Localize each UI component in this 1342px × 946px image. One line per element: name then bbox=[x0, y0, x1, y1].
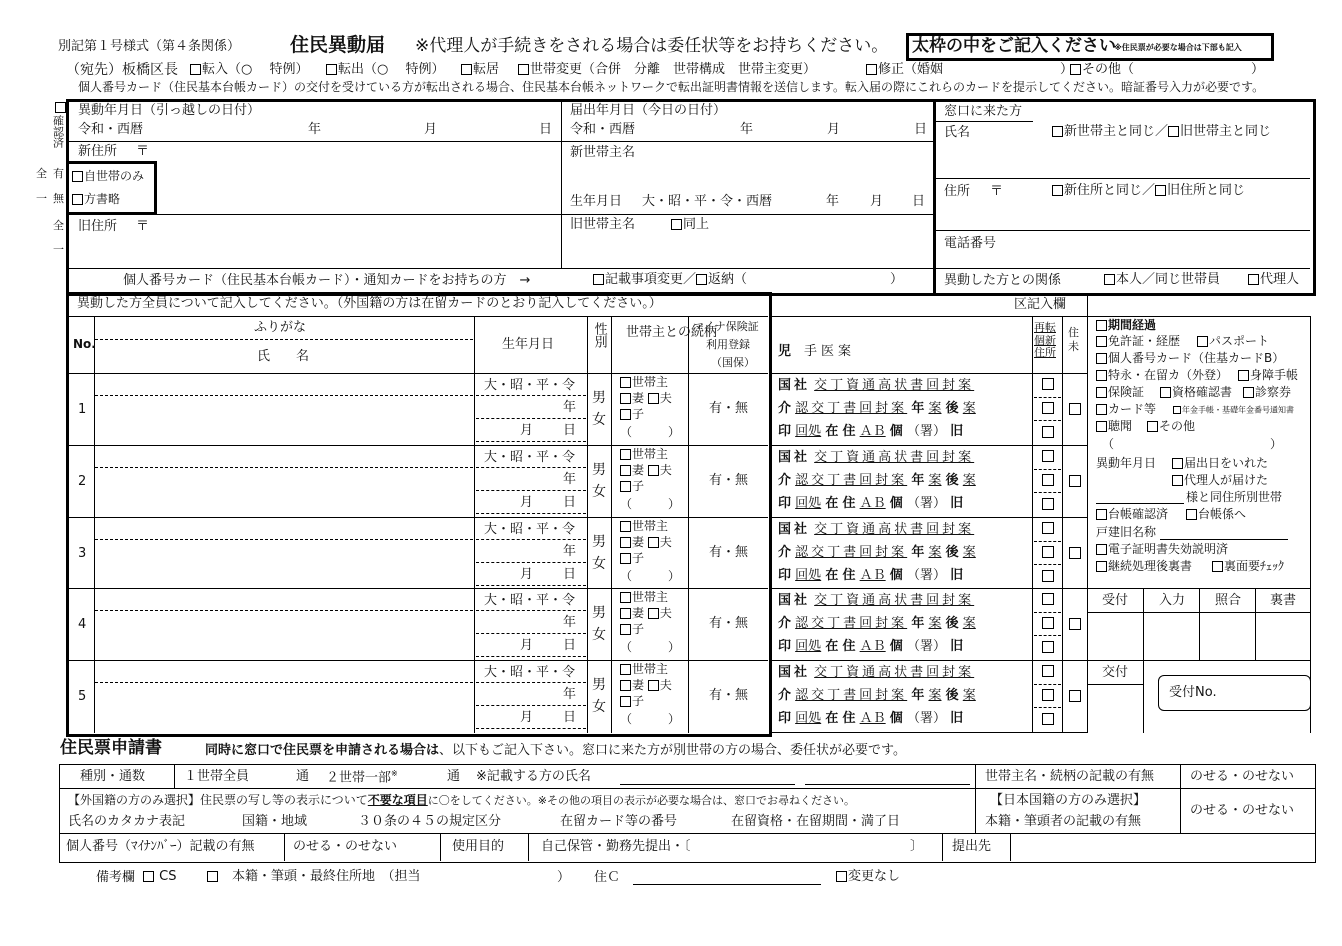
rel-spouse-check[interactable]: 妻 夫 bbox=[620, 392, 672, 404]
head-birth-month: 月 bbox=[870, 194, 884, 209]
visitor-addr-label: 住所 bbox=[944, 184, 971, 199]
birth-month[interactable]: 月 bbox=[520, 495, 534, 510]
filing-month: 月 bbox=[827, 122, 841, 137]
margin-none: 無 bbox=[53, 192, 64, 205]
col-birth: 生年月日 bbox=[502, 337, 555, 352]
birth-year[interactable]: 年 bbox=[563, 687, 577, 702]
form-title: 住民異動届 bbox=[290, 34, 386, 56]
sex-male[interactable]: 男 bbox=[592, 390, 606, 406]
move-day: 日 bbox=[539, 122, 553, 137]
rel-child-check[interactable]: 子 bbox=[620, 623, 644, 635]
col-furigana: ふりがな bbox=[254, 320, 307, 335]
mynumber-opts[interactable]: 記載事項変更／ 返納（ ） bbox=[593, 273, 903, 286]
reissue-check-3[interactable] bbox=[1042, 498, 1054, 510]
birth-day[interactable]: 日 bbox=[563, 495, 577, 510]
rel-other[interactable]: （ ） bbox=[620, 425, 681, 439]
birth-era[interactable]: 大・昭・平・令 bbox=[484, 665, 576, 680]
opt-art30[interactable]: ３０条の４５の規定区分 bbox=[358, 814, 502, 829]
row-number: 4 bbox=[78, 617, 87, 632]
margin-all-1: 全 bbox=[36, 167, 47, 180]
rel-child-check[interactable]: 子 bbox=[620, 552, 644, 564]
old-address-postal: 〒 bbox=[136, 219, 150, 234]
purpose-label: 使用目的 bbox=[452, 839, 505, 854]
col-myna2: 利用登録 bbox=[706, 338, 750, 351]
opt-tennyu[interactable]: 転入（○ 特例） bbox=[190, 63, 308, 76]
birth-year[interactable]: 年 bbox=[563, 615, 577, 630]
remarks-honseki[interactable]: 本籍・筆頭・最終住所地 （担当 bbox=[207, 870, 421, 883]
omit-check[interactable]: 方書略 bbox=[72, 193, 120, 205]
side-paren: （ ） bbox=[1102, 437, 1283, 451]
birth-era[interactable]: 大・昭・平・令 bbox=[484, 522, 576, 537]
move-era: 令和・西暦 bbox=[78, 122, 144, 137]
side-residence-card[interactable]: 特永・在留カ（外登） bbox=[1096, 369, 1228, 381]
resident-title: 住民票申請書 bbox=[60, 738, 162, 758]
reissue-check-3[interactable] bbox=[1042, 713, 1054, 725]
kind-part-count[interactable]: 通 bbox=[447, 769, 461, 784]
head-rel-label: 世帯主名・続柄の記載の有無 bbox=[985, 769, 1155, 784]
birth-day[interactable]: 日 bbox=[563, 423, 577, 438]
visitor-title: 窓口に来た方 bbox=[944, 104, 1023, 119]
live-check[interactable] bbox=[1069, 547, 1081, 559]
addressee: （宛先）板橋区長 bbox=[66, 62, 178, 78]
opt-tenshutsu[interactable]: 転出（○ 特例） bbox=[326, 63, 444, 76]
mynumber-line: 個人番号カード（住民基本台帳カード）・通知カードをお持ちの方 → bbox=[123, 273, 531, 288]
rel-head-check[interactable]: 世帯主 bbox=[620, 520, 668, 532]
live-check[interactable] bbox=[1069, 618, 1081, 630]
side-qualification[interactable]: 資格確認書 bbox=[1160, 386, 1232, 398]
row-number: 5 bbox=[78, 689, 87, 704]
kind-part-note: ※記載する方の氏名 bbox=[476, 769, 591, 784]
reissue-check-2[interactable] bbox=[1042, 402, 1054, 414]
margin-all-2: 全 bbox=[53, 219, 64, 232]
honseki-choice[interactable]: のせる・のせない bbox=[1190, 803, 1295, 818]
office-row-1: 国社 交丁資通高状書回封案 bbox=[778, 665, 975, 680]
side-insurance[interactable]: 保険証 bbox=[1096, 386, 1144, 398]
myna-registration[interactable]: 有・無 bbox=[709, 473, 749, 488]
office-row-3: 印 回処 在 住 ＡＢ 個 （署） 旧 bbox=[778, 711, 964, 726]
visitor-relation-label: 異動した方との関係 bbox=[944, 273, 1062, 288]
birth-era[interactable]: 大・昭・平・令 bbox=[484, 450, 576, 465]
opt-sonota[interactable]: その他（ ） bbox=[1070, 63, 1264, 76]
side-hearing[interactable]: 聴聞 bbox=[1096, 420, 1132, 432]
same-above-check[interactable]: 同上 bbox=[671, 218, 709, 231]
receipt-col-input: 入力 bbox=[1159, 593, 1186, 608]
side-clinic-card[interactable]: 診察券 bbox=[1243, 386, 1291, 398]
rel-agent[interactable]: 代理人 bbox=[1248, 273, 1299, 286]
myna-registration[interactable]: 有・無 bbox=[709, 401, 749, 416]
birth-year[interactable]: 年 bbox=[563, 400, 577, 415]
birth-month[interactable]: 月 bbox=[520, 638, 534, 653]
kind-part[interactable]: ２世帯一部※ bbox=[326, 769, 398, 786]
rel-other[interactable]: （ ） bbox=[620, 497, 681, 511]
birth-month[interactable]: 月 bbox=[520, 423, 534, 438]
birth-year[interactable]: 年 bbox=[563, 544, 577, 559]
filing-era: 令和・西暦 bbox=[570, 122, 636, 137]
side-continue[interactable]: 継続処理後裏書 bbox=[1096, 560, 1192, 572]
reissue-check-2[interactable] bbox=[1042, 546, 1054, 558]
myna-registration[interactable]: 有・無 bbox=[709, 688, 749, 703]
side-other[interactable]: その他 bbox=[1147, 420, 1195, 432]
birth-year[interactable]: 年 bbox=[563, 472, 577, 487]
side-filed-date[interactable]: 届出日をいれた bbox=[1172, 457, 1268, 469]
row-number: 2 bbox=[78, 474, 87, 489]
sex-male[interactable]: 男 bbox=[592, 534, 606, 550]
reissue-check-2[interactable] bbox=[1042, 689, 1054, 701]
move-date-label: 異動年月日（引っ越しの日付） bbox=[78, 103, 261, 118]
office-row-1: 国社 交丁資通高状書回封案 bbox=[778, 450, 975, 465]
reissue-check-2[interactable] bbox=[1042, 474, 1054, 486]
side-prev-name: 戸建旧名称 bbox=[1096, 525, 1157, 539]
reissue-check-1[interactable] bbox=[1042, 450, 1054, 462]
side-agent[interactable]: 代理人が届けた bbox=[1172, 474, 1268, 486]
office-row-2: 介 認交丁書回封案 年 案 後 案 bbox=[778, 545, 976, 560]
visitor-phone-label: 電話番号 bbox=[944, 236, 997, 251]
office-row-2: 介 認交丁書回封案 年 案 後 案 bbox=[778, 401, 976, 416]
col-myna: マイナ保険証 bbox=[693, 320, 759, 333]
side-ledger-check[interactable]: 台帳確認済 bbox=[1096, 508, 1168, 520]
sex-female[interactable]: 女 bbox=[592, 627, 606, 643]
opt-katakana[interactable]: 氏名のカタカナ表記 bbox=[68, 814, 186, 829]
rel-spouse-check[interactable]: 妻 夫 bbox=[620, 536, 672, 548]
sex-female[interactable]: 女 bbox=[592, 412, 606, 428]
jp-select: 【日本国籍の方のみ選択】 bbox=[990, 793, 1147, 808]
opt-setai-henko[interactable]: 世帯変更（合併 分離 世帯構成 世帯主変更） bbox=[518, 63, 816, 76]
office-col-children: 児 bbox=[778, 344, 792, 359]
mynumber-notice: 個人番号カード（住民基本台帳カード）の交付を受けている方が転出される場合、住民基本台帳ネットワークで転出証明書情報を送信します。転入届の際にこれらのカードを提示してください。暗証番号入力が必要です。 bbox=[78, 80, 1265, 94]
period-check[interactable]: 期間経過 bbox=[1096, 319, 1156, 331]
birth-day[interactable]: 日 bbox=[563, 710, 577, 725]
remarks-label: 備考欄 bbox=[96, 870, 136, 885]
birth-month[interactable]: 月 bbox=[520, 567, 534, 582]
sex-male[interactable]: 男 bbox=[592, 605, 606, 621]
rel-spouse-check[interactable]: 妻 夫 bbox=[620, 607, 672, 619]
reissue-check-1[interactable] bbox=[1042, 665, 1054, 677]
reissue-check-1[interactable] bbox=[1042, 378, 1054, 390]
birth-day[interactable]: 日 bbox=[563, 638, 577, 653]
myna-registration[interactable]: 有・無 bbox=[709, 545, 749, 560]
form-number: 別記第１号様式（第４条関係） bbox=[58, 39, 241, 54]
mynumber-choice[interactable]: のせる・のせない bbox=[293, 839, 398, 854]
sex-female[interactable]: 女 bbox=[592, 484, 606, 500]
office-title: 区記入欄 bbox=[1014, 297, 1067, 312]
confirm-mark: 確認済 bbox=[52, 102, 67, 148]
new-address-postal: 〒 bbox=[136, 144, 150, 159]
own-household-check[interactable]: 自世帯のみ bbox=[72, 170, 144, 182]
office-row-1: 国社 交丁資通高状書回封案 bbox=[778, 378, 975, 393]
visitor-postal: 〒 bbox=[990, 184, 1004, 199]
side-move-date: 異動年月日 bbox=[1096, 456, 1157, 470]
side-cards[interactable]: カード等 bbox=[1096, 403, 1156, 415]
col-myna3: （国保） bbox=[711, 356, 755, 369]
kind-all[interactable]: １世帯全員 bbox=[184, 769, 250, 784]
col-name: 氏 名 bbox=[257, 349, 310, 364]
receipt-col-endorse: 裏書 bbox=[1270, 593, 1297, 608]
side-pension[interactable]: 年金手帳・基礎年金番号通知書 bbox=[1173, 406, 1294, 415]
myna-registration[interactable]: 有・無 bbox=[709, 616, 749, 631]
filing-date-label: 届出年月日（今日の日付） bbox=[570, 103, 727, 118]
rel-child-check[interactable]: 子 bbox=[620, 695, 644, 707]
instruction-text: 太枠の中をご記入ください bbox=[912, 36, 1116, 56]
rel-self[interactable]: 本人／同じ世帯員 bbox=[1104, 273, 1220, 286]
head-birth-label: 生年月日 bbox=[570, 194, 623, 209]
receipt-no-box[interactable] bbox=[1158, 675, 1311, 711]
rel-other[interactable]: （ ） bbox=[620, 640, 681, 654]
issue-label: 交付 bbox=[1102, 665, 1129, 680]
remarks-close: ） bbox=[557, 870, 571, 885]
side-license[interactable]: 免許証・経歴 bbox=[1096, 335, 1180, 347]
reissue-check-2[interactable] bbox=[1042, 617, 1054, 629]
submit-to-label: 提出先 bbox=[952, 839, 992, 854]
live-check[interactable] bbox=[1069, 403, 1081, 415]
office-col-note: 手医案 bbox=[804, 344, 856, 359]
reissue-check-1[interactable] bbox=[1042, 593, 1054, 605]
rel-child-check[interactable]: 子 bbox=[620, 408, 644, 420]
side-passport[interactable]: パスポート bbox=[1197, 335, 1269, 347]
mynumber-label: 個人番号（ﾏｲﾅﾝﾊﾞｰ）記載の有無 bbox=[66, 839, 255, 854]
visitor-name-same-new[interactable]: 新世帯主と同じ／ 旧世帯主と同じ bbox=[1052, 125, 1271, 138]
col-no: No. bbox=[73, 337, 96, 351]
office-col-reissue: 再転個新住所 bbox=[1034, 321, 1056, 360]
side-same-as: 様と同住所別世帯 bbox=[1186, 490, 1283, 504]
receipt-no-label: 受付No. bbox=[1169, 685, 1217, 700]
reissue-check-3[interactable] bbox=[1042, 570, 1054, 582]
remarks-cs[interactable]: CS bbox=[143, 870, 176, 883]
old-address-label: 旧住所 bbox=[78, 219, 118, 234]
opt-nationality[interactable]: 国籍・地域 bbox=[242, 814, 308, 829]
proxy-note: ※代理人が手続きをされる場合は委任状等をお持ちください。 bbox=[415, 36, 889, 56]
old-head-label: 旧世帯主名 bbox=[570, 217, 636, 232]
purpose-value[interactable]: 自己保管・勤務先提出・〔 bbox=[541, 839, 691, 854]
rel-spouse-check[interactable]: 妻 夫 bbox=[620, 464, 672, 476]
office-col-live: 住未 bbox=[1068, 326, 1079, 354]
col-relation: 世帯主との続柄 bbox=[626, 325, 718, 340]
kind-label: 種別・通数 bbox=[80, 769, 146, 784]
members-instruction: 異動した方全員について記入してください。（外国籍の方は在留カードのとおり記入してください。） bbox=[77, 296, 662, 311]
margin-one-1: 一 bbox=[36, 192, 47, 205]
opt-card-no[interactable]: 在留カード等の番号 bbox=[560, 814, 678, 829]
office-row-1: 国社 交丁資通高状書回封案 bbox=[778, 522, 975, 537]
rel-head-check[interactable]: 世帯主 bbox=[620, 376, 668, 388]
sex-female[interactable]: 女 bbox=[592, 556, 606, 572]
instruction-box bbox=[906, 33, 1274, 61]
remarks-jyu: 住Ｃ bbox=[594, 870, 621, 885]
birth-era[interactable]: 大・昭・平・令 bbox=[484, 593, 576, 608]
opt-status[interactable]: 在留資格・在留期間・満了日 bbox=[731, 814, 901, 829]
rel-other[interactable]: （ ） bbox=[620, 569, 681, 583]
office-row-3: 印 回処 在 住 ＡＢ 個 （署） 旧 bbox=[778, 424, 964, 439]
col-sex: 性別 bbox=[591, 322, 607, 348]
office-row-1: 国社 交丁資通高状書回封案 bbox=[778, 593, 975, 608]
office-row-2: 介 認交丁書回封案 年 案 後 案 bbox=[778, 616, 976, 631]
remarks-no-change[interactable]: 変更なし bbox=[836, 870, 900, 883]
purpose-close: 〕 bbox=[910, 839, 924, 854]
move-month: 月 bbox=[424, 122, 438, 137]
head-birth-day: 日 bbox=[912, 194, 926, 209]
head-birth-year: 年 bbox=[826, 194, 840, 209]
receipt-col-verify: 照合 bbox=[1215, 593, 1242, 608]
side-mynumber-card[interactable]: 個人番号カード（住基カードB） bbox=[1096, 352, 1284, 364]
side-back-check[interactable]: 裏面要ﾁｪｯｸ bbox=[1212, 560, 1284, 572]
opt-shusei[interactable]: 修正（婚姻 ） bbox=[866, 63, 1073, 76]
office-row-2: 介 認交丁書回封案 年 案 後 案 bbox=[778, 688, 976, 703]
reissue-check-1[interactable] bbox=[1042, 522, 1054, 534]
rel-child-check[interactable]: 子 bbox=[620, 480, 644, 492]
birth-month[interactable]: 月 bbox=[520, 710, 534, 725]
head-birth-era: 大・昭・平・令・西暦 bbox=[642, 194, 773, 209]
birth-era[interactable]: 大・昭・平・令 bbox=[484, 378, 576, 393]
head-rel-choice[interactable]: のせる・のせない bbox=[1190, 769, 1295, 784]
resident-note: 同時に窓口で住民票を申請される場合は、以下もご記入下さい。窓口に来た方が別世帯の方の場合、委任状が必要です。 bbox=[205, 743, 906, 758]
live-check[interactable] bbox=[1069, 475, 1081, 487]
honseki-label: 本籍・筆頭者の記載の有無 bbox=[985, 814, 1142, 829]
filing-year: 年 bbox=[740, 122, 754, 137]
margin-has: 有 bbox=[53, 167, 64, 180]
birth-day[interactable]: 日 bbox=[563, 567, 577, 582]
side-disability[interactable]: 身障手帳 bbox=[1238, 369, 1298, 381]
opt-tenkyo[interactable]: 転居 bbox=[461, 63, 499, 76]
office-row-2: 介 認交丁書回封案 年 案 後 案 bbox=[778, 473, 976, 488]
live-check[interactable] bbox=[1069, 690, 1081, 702]
rel-head-check[interactable]: 世帯主 bbox=[620, 591, 668, 603]
filing-day: 日 bbox=[914, 122, 928, 137]
reissue-check-3[interactable] bbox=[1042, 641, 1054, 653]
new-head-label: 新世帯主名 bbox=[570, 145, 636, 160]
visitor-addr-same[interactable]: 新住所と同じ／ 旧住所と同じ bbox=[1052, 184, 1245, 197]
row-number: 3 bbox=[78, 546, 87, 561]
foreign-select: 【外国籍の方のみ選択】住民票の写し等の表示について不要な項目に〇をしてください。※その他の項目の表示が必要な場合は、窓口でお尋ねください。 bbox=[68, 793, 855, 807]
new-address-label: 新住所 bbox=[78, 144, 118, 159]
receipt-col-uketsuke: 受付 bbox=[1102, 593, 1129, 608]
office-row-3: 印 回処 在 住 ＡＢ 個 （署） 旧 bbox=[778, 496, 964, 511]
kind-all-count[interactable]: 通 bbox=[296, 769, 310, 784]
row-number: 1 bbox=[78, 402, 87, 417]
margin-one-2: 一 bbox=[53, 243, 64, 256]
side-to-ledger[interactable]: 台帳係へ bbox=[1186, 508, 1246, 520]
rel-head-check[interactable]: 世帯主 bbox=[620, 448, 668, 460]
visitor-name-label: 氏名 bbox=[944, 125, 971, 140]
rel-spouse-check[interactable]: 妻 夫 bbox=[620, 679, 672, 691]
sex-female[interactable]: 女 bbox=[592, 699, 606, 715]
instruction-note: ※住民票が必要な場合は下部も記入 bbox=[1114, 43, 1242, 52]
office-row-3: 印 回処 在 住 ＡＢ 個 （署） 旧 bbox=[778, 639, 964, 654]
reissue-check-3[interactable] bbox=[1042, 426, 1054, 438]
move-year: 年 bbox=[308, 122, 322, 137]
sex-male[interactable]: 男 bbox=[592, 462, 606, 478]
rel-other[interactable]: （ ） bbox=[620, 712, 681, 726]
side-e-cert[interactable]: 電子証明書失効説明済 bbox=[1096, 543, 1228, 555]
rel-head-check[interactable]: 世帯主 bbox=[620, 663, 668, 675]
sex-male[interactable]: 男 bbox=[592, 677, 606, 693]
office-row-3: 印 回処 在 住 ＡＢ 個 （署） 旧 bbox=[778, 568, 964, 583]
